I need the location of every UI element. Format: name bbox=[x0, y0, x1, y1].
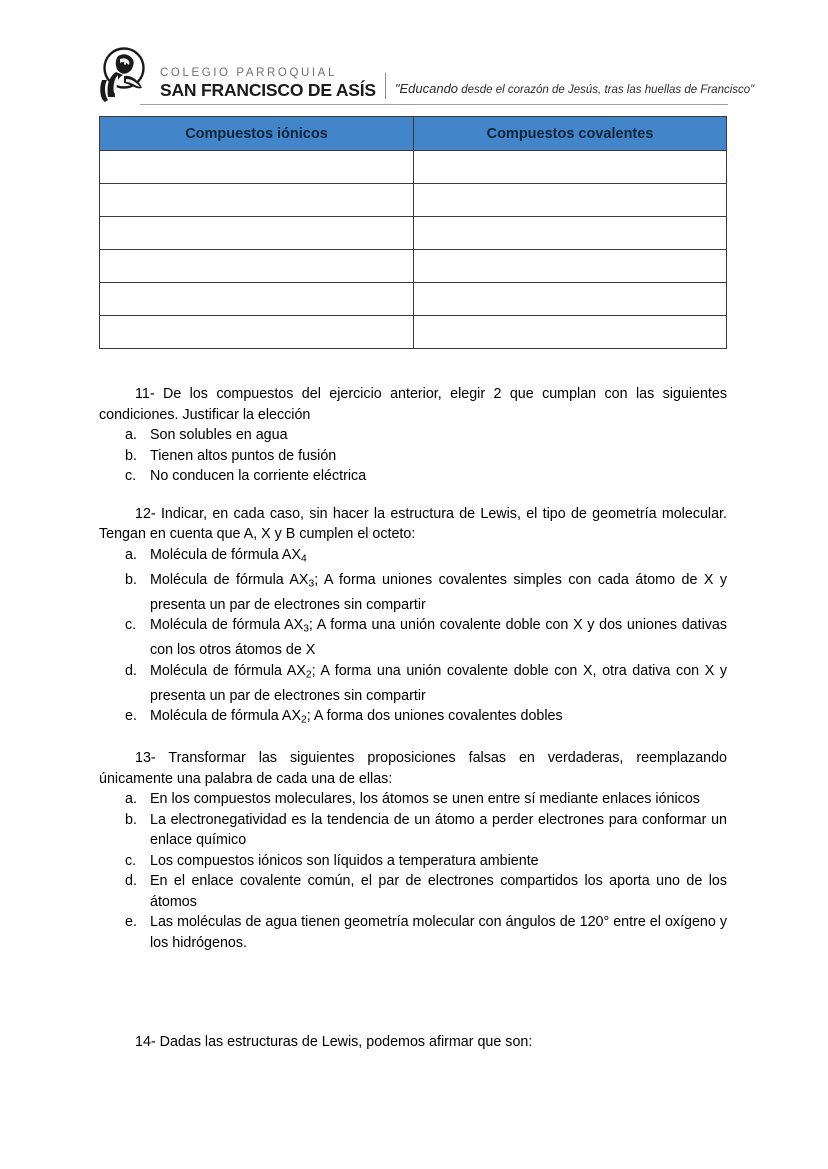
list-item-text: Los compuestos iónicos son líquidos a temperatura ambiente bbox=[150, 852, 539, 869]
list-item bbox=[99, 789, 727, 810]
formula-subscript: 3 bbox=[308, 578, 315, 590]
list-item-text: Molécula de fórmula $AX_3$; A forma uniones covalentes simples con cada átomo de X y presenta un par de electrones sin compartir bbox=[150, 571, 728, 613]
list-item-text: Las moléculas de agua tienen geometría molecular con ángulos de 120° entre el oxígeno y los hidrógenos. bbox=[150, 914, 727, 951]
list-item bbox=[99, 615, 727, 661]
institution-motto bbox=[395, 81, 754, 102]
list-marker: d. bbox=[125, 873, 137, 890]
table-row bbox=[100, 316, 727, 349]
list-item bbox=[99, 446, 727, 467]
question-14: 14- Dadas las estructuras de Lewis, podemos afirmar que son: bbox=[135, 1034, 533, 1051]
column-header-ionic: Compuestos iónicos bbox=[100, 117, 414, 151]
list-marker: a. bbox=[125, 546, 137, 563]
table-cell-ionic[interactable] bbox=[100, 316, 414, 349]
list-marker: a. bbox=[125, 427, 137, 443]
list-item bbox=[99, 851, 727, 872]
list-marker: e. bbox=[125, 708, 137, 725]
table-cell-covalent[interactable] bbox=[414, 250, 727, 283]
list-item bbox=[99, 912, 727, 953]
question-13 bbox=[99, 748, 727, 953]
list-item bbox=[99, 661, 727, 707]
table-cell-ionic[interactable] bbox=[100, 184, 414, 217]
table-cell-ionic[interactable] bbox=[100, 250, 414, 283]
institution-name-line2: SAN FRANCISCO DE ASÍS bbox=[160, 80, 376, 100]
institution-name bbox=[160, 66, 376, 102]
question-13-lead: 13- Transformar las siguientes proposiciones falsas en verdaderas, reemplazando únicamente una palabra de cada una de ellas: bbox=[99, 750, 727, 787]
letterhead-divider bbox=[385, 73, 386, 99]
list-item-text: Molécula de fórmula $AX_2$; A forma dos uniones covalentes dobles bbox=[150, 708, 563, 726]
list-item-text: Molécula de fórmula $AX_2$; A forma una unión covalente doble con X, otra dativa con X y presenta un par de electrones sin compartir bbox=[150, 662, 727, 704]
list-marker: b. bbox=[125, 811, 137, 828]
table-cell-covalent[interactable] bbox=[414, 151, 727, 184]
list-marker: b. bbox=[125, 571, 137, 588]
column-header-covalent: Compuestos covalentes bbox=[414, 117, 727, 151]
table-row bbox=[100, 184, 727, 217]
list-marker: c. bbox=[125, 468, 137, 484]
question-11 bbox=[99, 384, 727, 487]
motto-emphasis: "Educando bbox=[394, 81, 459, 96]
list-item bbox=[99, 466, 727, 487]
list-item-text: Son solubles en agua bbox=[150, 427, 288, 443]
list-item-text: La electronegatividad es la tendencia de un átomo a perder electrones para conformar un enlace químico bbox=[150, 811, 727, 849]
question-12 bbox=[99, 504, 727, 732]
formula-subscript: 4 bbox=[301, 553, 307, 565]
compounds-comparison-table bbox=[99, 116, 727, 349]
table-cell-covalent[interactable] bbox=[414, 283, 727, 316]
table-cell-ionic[interactable] bbox=[100, 151, 414, 184]
question-13-options bbox=[99, 789, 727, 953]
list-item bbox=[99, 570, 727, 616]
list-marker: d. bbox=[125, 662, 137, 679]
question-12-lead: 12- Indicar, en cada caso, sin hacer la estructura de Lewis, el tipo de geometría molecular. Tengan en cuenta que A, X y B cumplen el octeto: bbox=[99, 505, 727, 542]
section-spacer bbox=[99, 970, 727, 1032]
formula-subscript: 2 bbox=[301, 714, 307, 726]
question-11-options bbox=[99, 425, 727, 487]
table-row bbox=[100, 283, 727, 316]
letterhead bbox=[96, 50, 755, 112]
table-cell-ionic[interactable] bbox=[100, 283, 414, 316]
list-marker: c. bbox=[125, 852, 137, 869]
list-item bbox=[99, 545, 727, 570]
table-row bbox=[100, 151, 727, 184]
list-item-text: Tienen altos puntos de fusión bbox=[150, 447, 337, 464]
list-marker: a. bbox=[125, 791, 137, 808]
list-item bbox=[99, 425, 727, 446]
question-11-lead: 11- De los compuestos del ejercicio anterior, elegir 2 que cumplan con las siguientes condiciones. Justificar la elección bbox=[99, 386, 727, 423]
table-cell-covalent[interactable] bbox=[414, 316, 727, 349]
table-header-row bbox=[100, 117, 727, 151]
table-row bbox=[100, 217, 727, 250]
list-item bbox=[99, 810, 727, 851]
list-item-text: En los compuestos moleculares, los átomos se unen entre sí mediante enlaces iónicos bbox=[150, 791, 700, 808]
table-body bbox=[100, 151, 727, 349]
list-item bbox=[99, 871, 727, 912]
list-item-text: En el enlace covalente común, el par de electrones compartidos los aporta uno de los átomos bbox=[150, 873, 727, 910]
list-marker: e. bbox=[125, 914, 137, 931]
letterhead-rule bbox=[140, 104, 728, 105]
question-12-options bbox=[99, 545, 727, 732]
table-row bbox=[100, 250, 727, 283]
formula-subscript: 3 bbox=[303, 623, 309, 635]
list-item-text: No conducen la corriente eléctrica bbox=[150, 468, 367, 484]
list-item-text: Molécula de fórmula $AX_3$; A forma una unión covalente doble con X y dos uniones dativas con los otros átomos de X bbox=[150, 617, 727, 659]
exercise-content bbox=[99, 384, 727, 1053]
saint-francis-logo-icon bbox=[96, 46, 158, 102]
table-cell-covalent[interactable] bbox=[414, 184, 727, 217]
formula-subscript: 2 bbox=[305, 669, 312, 681]
list-item-text: Molécula de fórmula $AX_4$ bbox=[150, 546, 307, 565]
institution-name-line1: COLEGIO PARROQUIAL bbox=[160, 67, 337, 79]
motto-rest: desde el corazón de Jesús, tras las huellas de Francisco" bbox=[458, 84, 755, 96]
list-marker: b. bbox=[125, 447, 137, 464]
table-cell-covalent[interactable] bbox=[414, 217, 727, 250]
list-item bbox=[99, 706, 727, 731]
list-marker: c. bbox=[125, 617, 137, 634]
table-cell-ionic[interactable] bbox=[100, 217, 414, 250]
